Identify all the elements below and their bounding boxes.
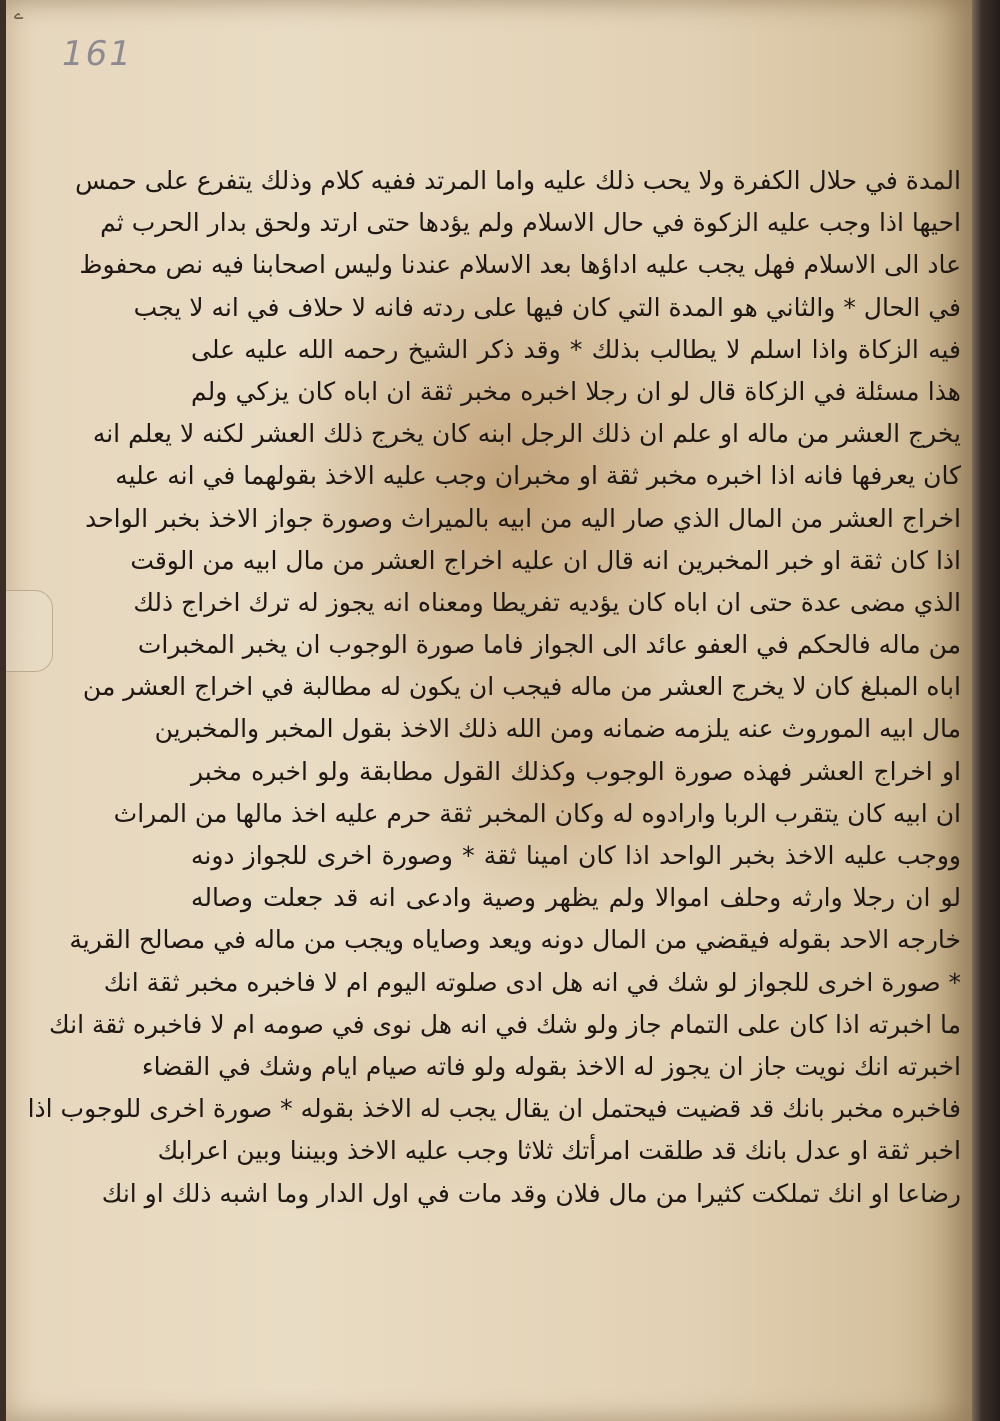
folio-number: 161 <box>62 34 133 74</box>
text-line: اذا كان ثقة او خبر المخبرين انه قال ان عليه اخراج العشر من مال ابيه من الوقت <box>130 545 961 575</box>
text-line: اباه المبلغ كان لا يخرج العشر من ماله فيجب ان يكون له مطالبة في اخراج العشر من <box>82 672 961 702</box>
manuscript-text-block <box>27 160 961 1250</box>
text-line: ما اخبرته اذا كان على التمام جاز ولو شك في انه هل نوى في صومه ام لا فاخبره ثقة انك <box>49 1009 961 1039</box>
text-line: لو ان رجلا وارثه وحلف اموالا ولم يظهر وصية وادعى انه قد جعلت وصاله <box>191 883 961 913</box>
text-line: اخراج العشر من المال الذي صار اليه من ابيه بالميراث وصورة جواز الاخذ بخبر الواحد <box>85 503 961 533</box>
text-line: في الحال * والثاني هو المدة التي كان فيها على ردته فانه لا حلاف في انه لا يجب <box>133 292 961 322</box>
text-line: مال ابيه الموروث عنه يلزمه ضمانه ومن الله ذلك الاخذ بقول المخبر والمخبرين <box>154 714 961 744</box>
text-line: يخرج العشر من ماله او علم ان ذلك الرجل ابنه كان يخرج ذلك العشر لكنه لا يعلم انه <box>92 419 961 449</box>
text-line: المدة في حلال الكفرة ولا يحب ذلك عليه واما المرتد ففيه كلام وذلك يتفرع على حمس <box>75 166 961 195</box>
page-fore-edge <box>972 0 1000 1421</box>
text-line: ان ابيه كان يتقرب الربا وارادوه له وكان المخبر ثقة حرم عليه اخذ مالها من المراث <box>113 798 961 828</box>
text-line: ووجب عليه الاخذ بخبر الواحد اذا كان امينا ثقة * وصورة اخرى للجواز دونه <box>191 841 961 870</box>
text-line: فيه الزكاة واذا اسلم لا يطالب بذلك * وقد ذكر الشيخ رحمه الله عليه على <box>191 334 961 364</box>
page-tab <box>6 590 53 672</box>
text-line: كان يعرفها فانه اذا اخبره مخبر ثقة او مخبران وجب عليه الاخذ بقولهما في انه عليه <box>115 461 961 491</box>
text-line: عاد الى الاسلام فهل يجب عليه اداؤها بعد الاسلام عندنا وليس اصحابنا فيه نص محفوظ <box>79 250 961 280</box>
text-line: احيها اذا وجب عليه الزكوة في حال الاسلام ولم يؤدها حتى ارتد ولحق بدار الحرب ثم <box>100 208 961 238</box>
text-line: رضاعا او انك تملكت كثيرا من مال فلان وقد مات في اول الدار وما اشبه ذلك او انك <box>101 1178 961 1208</box>
text-line: هذا مسئلة في الزكاة قال لو ان رجلا اخبره مخبر ثقة ان اباه كان يزكي ولم <box>191 376 961 406</box>
text-line: من ماله فالحكم في العفو عائد الى الجواز فاما صورة الوجوب ان يخبر المخبرات <box>137 630 961 660</box>
text-line: خارجه الاحد بقوله فيقضي من المال دونه ويعد وصاياه ويجب من ماله في مصالح القرية <box>69 925 961 955</box>
corner-mark: ے <box>14 4 24 23</box>
text-line: او اخراج العشر فهذه صورة الوجوب وكذلك القول مطابقة ولو اخبره مخبر <box>191 756 961 786</box>
text-line: فاخبره مخبر بانك قد قضيت فيحتمل ان يقال يجب له الاخذ بقوله * صورة اخرى للوجوب اذا <box>27 1094 961 1124</box>
text-line: اخبر ثقة او عدل بانك قد طلقت امرأتك ثلاثا وجب عليه الاخذ وبيننا وبين اعرابك <box>157 1136 961 1166</box>
manuscript-page <box>6 0 972 1421</box>
text-line: اخبرته انك نويت جاز ان يجوز له الاخذ بقوله ولو فاته صيام ايام وشك في القضاء <box>141 1051 961 1081</box>
text-line: الذي مضى عدة حتى ان اباه كان يؤديه تفريطا ومعناه انه يجوز له ترك اخراج ذلك <box>133 587 961 617</box>
text-line: * صورة اخرى للجواز لو شك في انه هل ادى صلوته اليوم ام لا فاخبره مخبر ثقة انك <box>103 967 961 997</box>
